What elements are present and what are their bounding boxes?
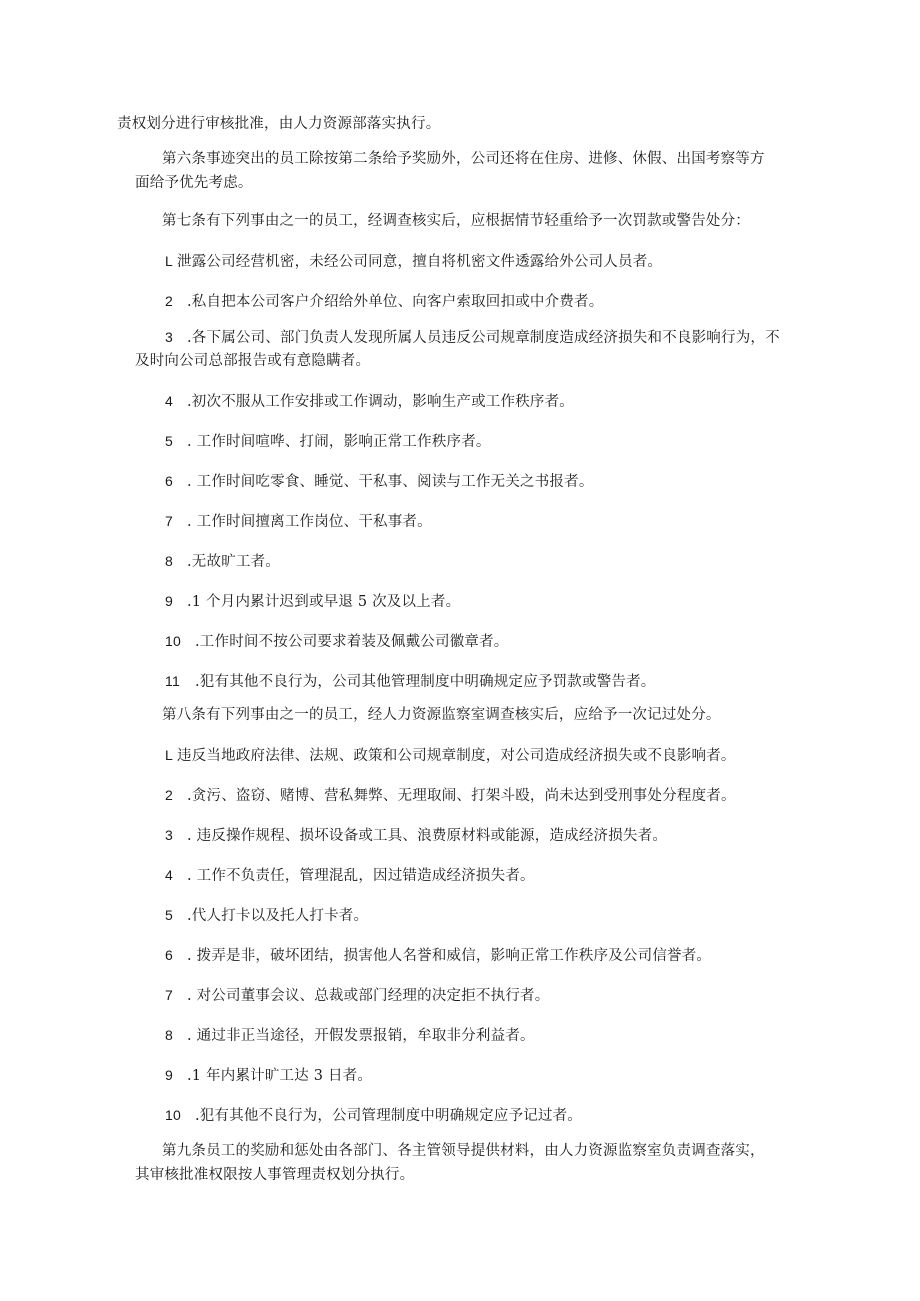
item-number: 9: [165, 1067, 173, 1083]
article-7-heading: 第七条有下列事由之一的员工，经调查核实后，应根据情节轻重给予一次罚款或警告处分：: [162, 213, 750, 229]
article-7-item-7: [165, 510, 432, 533]
item-text: .各下属公司、部门负责人发现所属人员违反公司规章制度造成经济损失和不良影响行为，不: [187, 330, 780, 346]
article-8-item-5: [165, 904, 368, 927]
item-text: . 工作时间吃零食、睡觉、干私事、阅读与工作无关之书报者。: [187, 474, 594, 490]
item-number: L: [165, 253, 173, 269]
item-number: 5: [165, 907, 173, 923]
item-number: 5: [165, 433, 173, 449]
item-text: .贪污、盗窃、赌博、营私舞弊、无理取闹、打架斗殴，尚未达到受刑事处分程度者。: [187, 788, 736, 804]
item-number: 3: [165, 329, 173, 345]
article-8-item-8: [165, 1024, 535, 1047]
item-number: 10: [165, 633, 181, 649]
article-7-item-10: [165, 630, 509, 653]
article-7-item-8: [165, 550, 280, 573]
article-7-item-6: [165, 470, 594, 493]
item-number: 8: [165, 553, 173, 569]
item-number: 6: [165, 947, 173, 963]
article-8-item-9: [165, 1064, 372, 1087]
item-number: 4: [165, 867, 173, 883]
article-7-item-2: [165, 290, 603, 313]
article-6-line-1: 第六条事迹突出的员工除按第二条给予奖励外，公司还将在住房、进修、休假、出国考察等方: [162, 151, 765, 167]
item-number: 10: [165, 1107, 181, 1123]
article-7-item-5: [165, 430, 491, 453]
item-text: . 工作时间擅离工作岗位、干私事者。: [187, 514, 432, 530]
item-number: 4: [165, 393, 173, 409]
item-text: .初次不服从工作安排或工作调动，影响生产或工作秩序者。: [187, 394, 575, 410]
item-number: 11: [165, 673, 180, 689]
item-text: .犯有其他不良行为，公司管理制度中明确规定应予记过者。: [195, 1108, 583, 1124]
item-number: 7: [165, 513, 173, 529]
article-7-item-4: [165, 390, 574, 413]
intro-tail: 责权划分进行审核批准，由人力资源部落实执行。: [117, 116, 441, 132]
article-8-item-10: [165, 1104, 582, 1127]
item-text: .无故旷工者。: [187, 554, 281, 570]
article-9-line-1: 第九条员工的奖励和惩处由各部门、各主管领导提供材料，由人力资源监察室负责调查落实，: [162, 1143, 765, 1159]
item-text: .1 个月内累计迟到或早退 5 次及以上者。: [187, 594, 461, 610]
article-8-item-6: [165, 944, 711, 967]
item-text: .犯有其他不良行为，公司其他管理制度中明确规定应予罚款或警告者。: [195, 674, 656, 690]
item-text: . 对公司董事会议、总裁或部门经理的决定拒不执行者。: [187, 988, 550, 1004]
item-number: 9: [165, 593, 173, 609]
item-text: .1 年内累计旷工达 3 日者。: [187, 1068, 373, 1084]
article-7-item-3-continued: 及时向公司总部报告或有意隐瞒者。: [135, 353, 371, 369]
item-text: .私自把本公司客户介绍给外单位、向客户索取回扣或中介费者。: [187, 294, 604, 310]
article-7-item-1: [165, 250, 662, 273]
item-text: .代人打卡以及托人打卡者。: [187, 908, 369, 924]
article-7-item-3: [165, 326, 780, 349]
item-number: 8: [165, 1027, 173, 1043]
article-8-item-3: [165, 824, 667, 847]
item-number: L: [165, 747, 173, 763]
item-number: 2: [165, 787, 173, 803]
article-6-line-2: 面给予优先考虑。: [135, 175, 253, 191]
article-9-line-2: 其审核批准权限按人事管理责权划分执行。: [135, 1167, 415, 1183]
item-number: 7: [165, 987, 173, 1003]
item-number: 3: [165, 827, 173, 843]
item-text: . 通过非正当途径，开假发票报销，牟取非分利益者。: [187, 1028, 535, 1044]
article-7-item-9: [165, 590, 460, 613]
item-text: . 工作时间喧哗、打闹，影响正常工作秩序者。: [187, 434, 491, 450]
article-7-item-11: [165, 670, 656, 693]
article-8-item-2: [165, 784, 736, 807]
article-8-heading: 第八条有下列事由之一的员工，经人力资源监察室调查核实后，应给予一次记过处分。: [162, 707, 721, 723]
item-text: . 工作不负责任，管理混乱，因过错造成经济损失者。: [187, 868, 535, 884]
item-text: 泄露公司经营机密，未经公司同意，擅自将机密文件透露给外公司人员者。: [177, 254, 663, 270]
item-text: .工作时间不按公司要求着装及佩戴公司徽章者。: [195, 634, 509, 650]
article-8-item-7: [165, 984, 549, 1007]
item-text: . 违反操作规程、损坏设备或工具、浪费原材料或能源，造成经济损失者。: [187, 828, 668, 844]
item-text: . 拨弄是非，破坏团结，损害他人名誉和威信，影响正常工作秩序及公司信誉者。: [187, 948, 712, 964]
article-8-item-4: [165, 864, 535, 887]
article-8-item-1: [165, 744, 736, 767]
item-text: 违反当地政府法律、法规、政策和公司规章制度，对公司造成经济损失或不良影响者。: [177, 748, 736, 764]
item-number: 2: [165, 293, 173, 309]
item-number: 6: [165, 473, 173, 489]
